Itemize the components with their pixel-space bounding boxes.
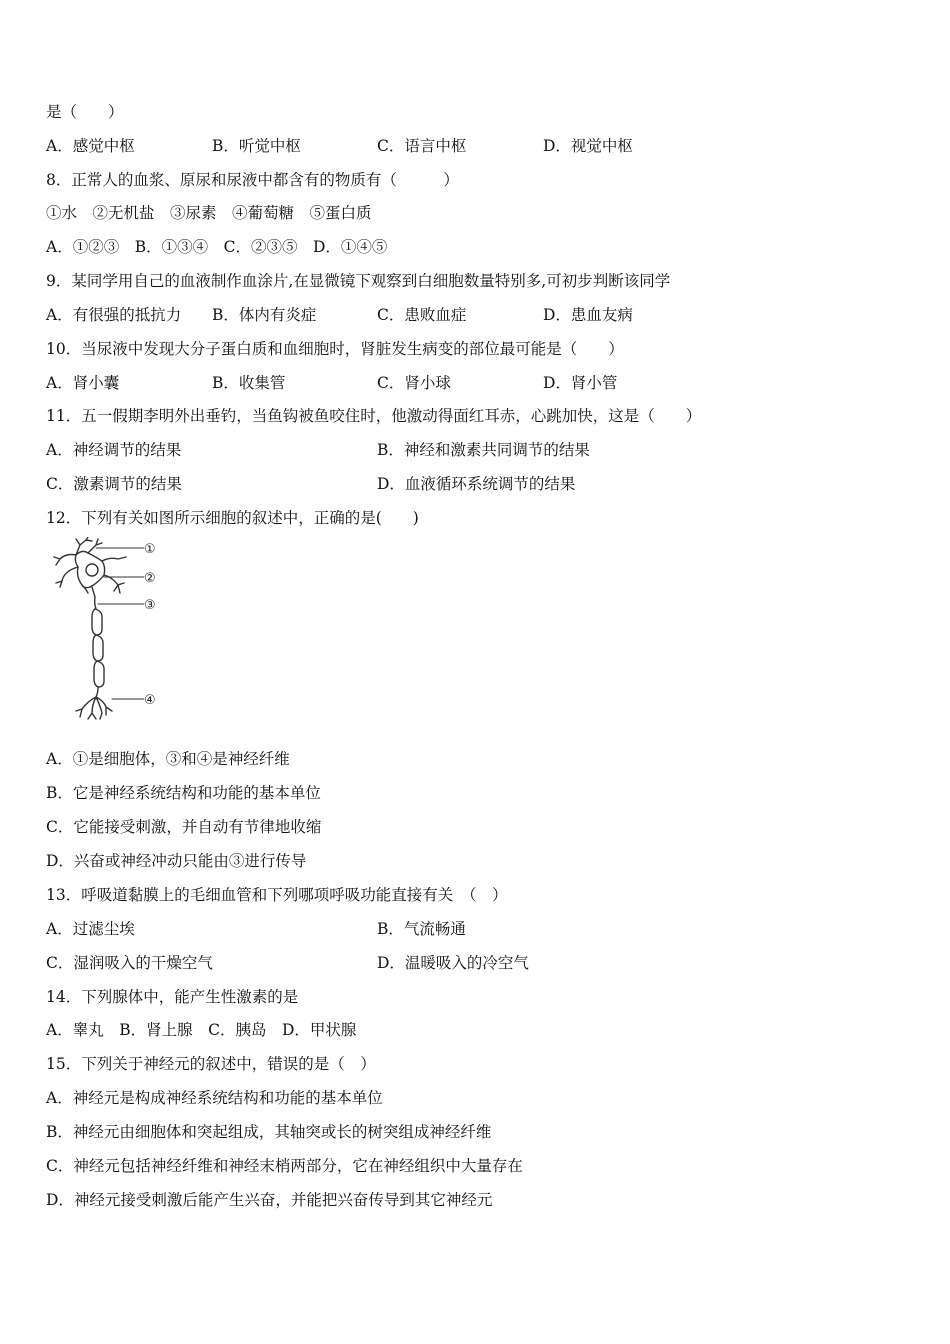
q14-options: A．睾丸 B．肾上腺 C．胰岛 D．甲状腺	[46, 1021, 357, 1039]
q11-stem: 11．五一假期李明外出垂钓，当鱼钩被鱼咬住时，他激动得面红耳赤，心跳加快，这是（ ）	[46, 407, 702, 425]
q9-option-d: D．患血友病	[543, 306, 633, 324]
q9-option-c: C．患败血症	[377, 306, 467, 324]
q11-option-a: A．神经调节的结果	[46, 441, 182, 459]
q13-option-c: C．湿润吸入的干燥空气	[46, 954, 213, 972]
figure-label-1: ①	[144, 542, 156, 557]
figure-label-2: ②	[144, 571, 156, 586]
q13-option-b: B．气流畅通	[377, 920, 466, 938]
q13-stem: 13．呼吸道黏膜上的毛细血管和下列哪项呼吸功能直接有关 （ ）	[46, 886, 508, 904]
q12-option-d: D．兴奋或神经冲动只能由③进行传导	[46, 852, 307, 870]
q8-stem: 8．正常人的血浆、原尿和尿液中都含有的物质有（ ）	[46, 171, 459, 189]
q11-option-d: D．血液循环系统调节的结果	[377, 475, 576, 493]
q9-option-b: B．体内有炎症	[212, 306, 317, 324]
q7-option-c: C．语言中枢	[377, 137, 467, 155]
q15-option-b: B．神经元由细胞体和突起组成，其轴突或长的树突组成神经纤维	[46, 1123, 492, 1141]
q13-option-a: A．过滤尘埃	[46, 920, 135, 938]
q10-option-a: A．肾小囊	[46, 374, 120, 392]
q12-option-b: B．它是神经系统结构和功能的基本单位	[46, 784, 321, 802]
q8-items: ①水 ②无机盐 ③尿素 ④葡萄糖 ⑤蛋白质	[46, 204, 372, 222]
q7-option-a: A．感觉中枢	[46, 137, 135, 155]
q13-option-d: D．温暖吸入的冷空气	[377, 954, 529, 972]
q7-option-b: B．听觉中枢	[212, 137, 301, 155]
figure-label-4: ④	[144, 693, 156, 708]
q11-option-c: C．激素调节的结果	[46, 475, 182, 493]
neuron-figure	[52, 537, 164, 722]
q15-option-a: A．神经元是构成神经系统结构和功能的基本单位	[46, 1089, 383, 1107]
q12-stem: 12．下列有关如图所示细胞的叙述中，正确的是( )	[46, 509, 419, 527]
q12-option-c: C．它能接受刺激，并自动有节律地收缩	[46, 818, 322, 836]
q11-option-b: B．神经和激素共同调节的结果	[377, 441, 590, 459]
q14-stem: 14．下列腺体中，能产生性激素的是	[46, 988, 299, 1006]
q10-option-c: C．肾小球	[377, 374, 451, 392]
q10-stem: 10．当尿液中发现大分子蛋白质和血细胞时，肾脏发生病变的部位最可能是（ ）	[46, 340, 624, 358]
q7-option-d: D．视觉中枢	[543, 137, 633, 155]
figure-label-3: ③	[144, 598, 156, 613]
q9-option-a: A．有很强的抵抗力	[46, 306, 182, 324]
q15-stem: 15．下列关于神经元的叙述中，错误的是（ ）	[46, 1055, 376, 1073]
q8-options: A．①②③ B．①③④ C．②③⑤ D．①④⑤	[46, 238, 388, 256]
q7-stem-tail: 是（ ）	[46, 103, 124, 121]
q15-option-c: C．神经元包括神经纤维和神经末梢两部分，它在神经组织中大量存在	[46, 1157, 523, 1175]
q15-option-d: D．神经元接受刺激后能产生兴奋，并能把兴奋传导到其它神经元	[46, 1191, 493, 1209]
q9-stem: 9．某同学用自己的血液制作血涂片,在显微镜下观察到白细胞数量特别多,可初步判断该同学	[46, 272, 671, 290]
q12-option-a: A．①是细胞体，③和④是神经纤维	[46, 750, 290, 768]
q10-option-d: D．肾小管	[543, 374, 618, 392]
q10-option-b: B．收集管	[212, 374, 286, 392]
